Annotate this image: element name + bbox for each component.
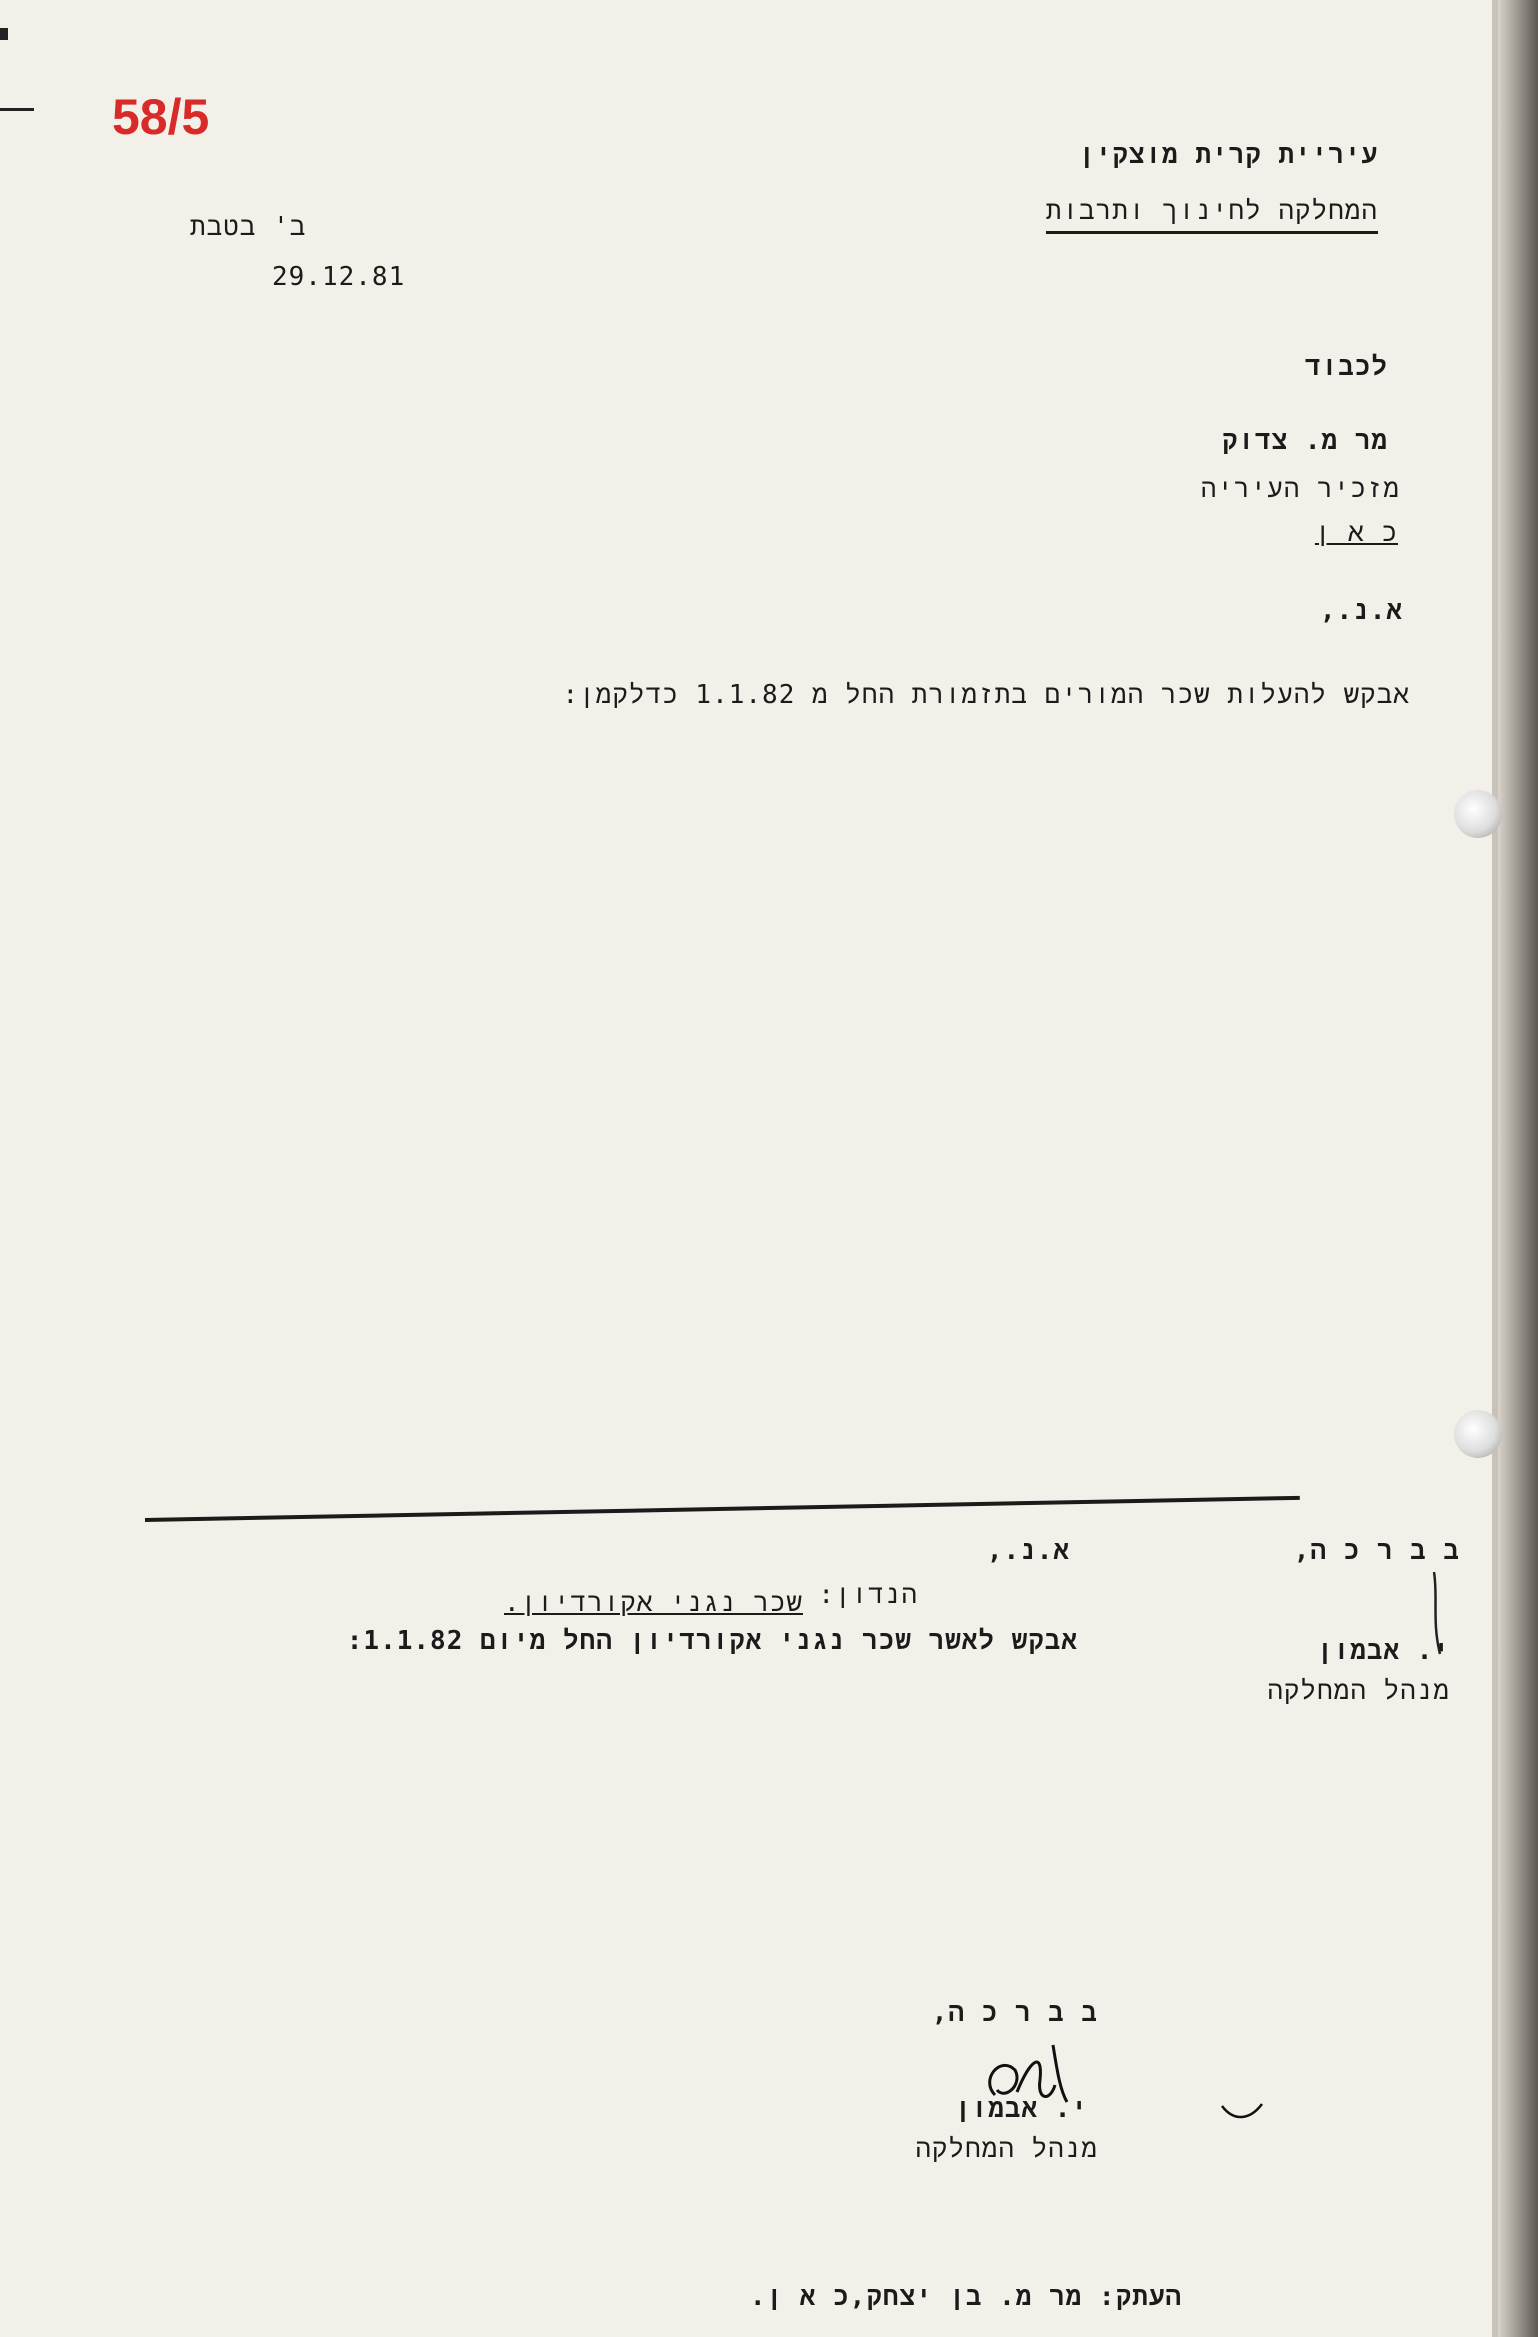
- addressee-place: כ א ן: [1314, 518, 1398, 548]
- addressee-name: מר מ. צדוק: [1221, 426, 1388, 456]
- subject: שכר נגני אקורדיון.: [504, 1588, 803, 1618]
- addressee-title: מזכיר העיריה: [1200, 474, 1400, 504]
- request-intro: אבקש להעלות שכר המורים בתזמורת החל מ 1.1.82 כדלקמן:: [562, 680, 1410, 710]
- greeting-2: א.נ.,: [986, 1536, 1070, 1566]
- subject-label: הנדון:: [818, 1580, 918, 1610]
- punch-hole-bottom: [1454, 1410, 1502, 1458]
- pen-stroke: [1220, 2100, 1264, 2124]
- signer-title: מנהל המחלקה: [1267, 1676, 1450, 1706]
- salutation: לכבוד: [1304, 352, 1388, 382]
- binder-edge: [1498, 0, 1538, 2337]
- closing-blessing: ב ב ר כ ה,: [1293, 1536, 1460, 1566]
- signer-name-2: י. אבמון: [955, 2094, 1088, 2124]
- date-hebrew: ב' בטבת: [190, 212, 307, 242]
- margin-mark: [0, 28, 8, 40]
- section-divider: [145, 1496, 1300, 1522]
- signer-name: י. אבמון: [1317, 1636, 1450, 1666]
- punch-hole-top: [1454, 790, 1502, 838]
- request2-intro: אבקש לאשר שכר נגני אקורדיון החל מיום 1.1.82:: [346, 1626, 1078, 1656]
- archive-number: 58/5: [112, 89, 210, 145]
- margin-mark: [0, 108, 34, 111]
- date-gregorian: 29.12.81: [272, 262, 406, 292]
- signer-title-2: מנהל המחלקה: [915, 2134, 1098, 2164]
- department-name: המחלקה לחינוך ותרבות: [1046, 196, 1378, 234]
- copy-line: העתק: מר מ. בן יצחק,כ א ן.: [749, 2282, 1182, 2312]
- org-name: עיריית קרית מוצקין: [1079, 140, 1378, 170]
- greeting: א.נ.,: [1319, 596, 1403, 626]
- closing-blessing-2: ב ב ר כ ה,: [931, 1998, 1098, 2028]
